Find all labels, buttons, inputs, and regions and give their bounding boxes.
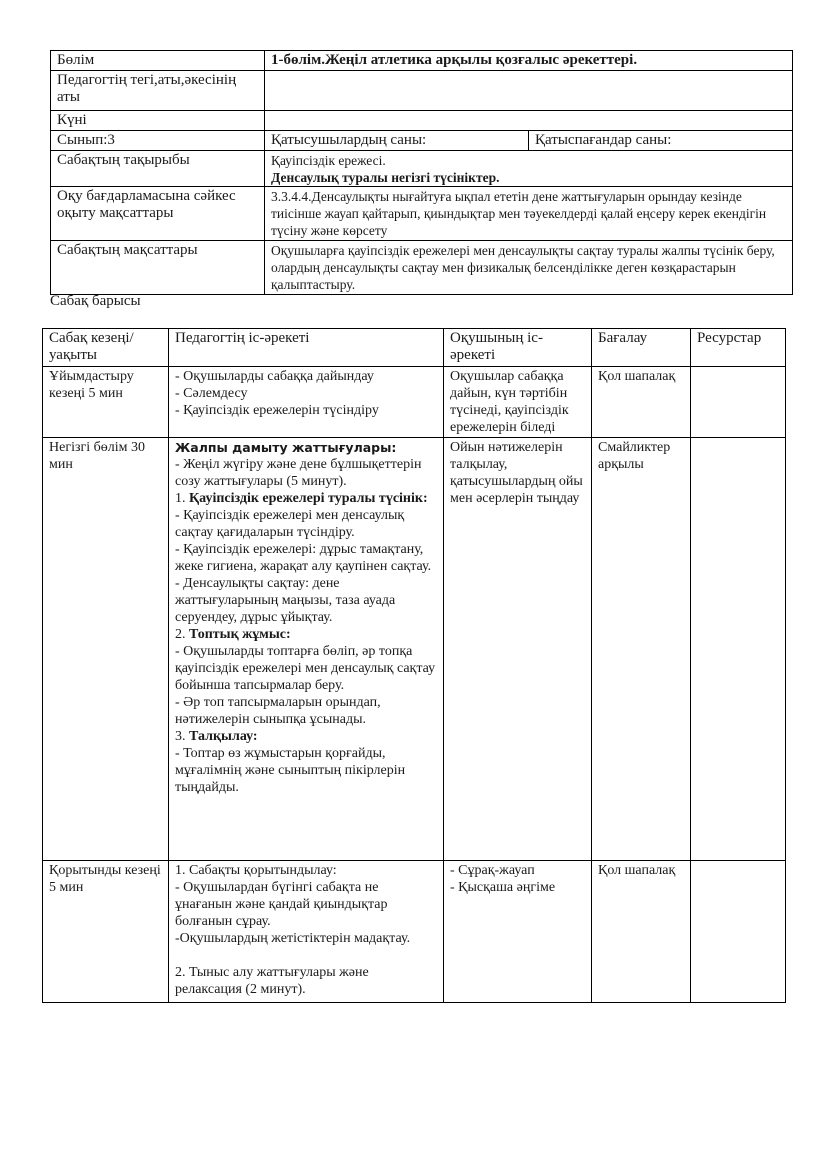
header-stage: Сабақ кезеңі/уақыты <box>43 329 169 367</box>
info-row-topic <box>51 151 793 187</box>
row1-resources <box>691 367 786 438</box>
info-row-teacher <box>51 71 793 111</box>
part1-line: - Денсаулықты сақтау: дене жаттығуларының маңызы, таза ауада серуендеу, дұрыс ұйықтау. <box>175 576 396 625</box>
info-row-section <box>51 51 793 71</box>
header-teacher: Педагогтің іс-әрекеті <box>169 329 444 367</box>
row2-resources <box>691 438 786 861</box>
row3-assessment: Қол шапалақ <box>592 861 691 1003</box>
row3-teacher-line: 1. Сабақты қорытындылау: <box>175 863 337 878</box>
teacher-label: Педагогтің тегі,аты,әкесінің аты <box>51 71 265 111</box>
plan-row-organization <box>43 367 786 438</box>
part1-heading <box>175 490 437 507</box>
lesson-plan-table <box>42 328 786 1003</box>
program-value: 3.3.4.4.Денсаулықты нығайтуға ықпал ететін дене жаттығуларын орындау кезінде тиісінше жауап қайтарып, қиындықтар мен тәуекелдерді қалай еңсеру керек екендігін түсіну және көрсету <box>265 187 793 241</box>
header-student: Оқушының іс-әрекеті <box>444 329 592 367</box>
row1-assessment: Қол шапалақ <box>592 367 691 438</box>
row2-assessment: Смайликтер арқылы <box>592 438 691 861</box>
row3-teacher-line: - Оқушылардан бүгінгі сабақта не ұнағанын және қандай қиындықтар болғанын сұрау. <box>175 880 388 929</box>
program-label: Оқу бағдарламасына сәйкес оқыту мақсаттары <box>51 187 265 241</box>
row3-teacher-line: 2. Тыныс алу жаттығулары және релаксация (2 минут). <box>175 965 369 997</box>
row1-stage: Ұйымдастыру кезеңі 5 мин <box>43 367 169 438</box>
part3-num: 3. <box>175 729 186 744</box>
topic-line-2: Денсаулық туралы негізгі түсініктер. <box>271 170 500 185</box>
row1-student: Оқушылар сабаққа дайын, күн тәртібін түсінеді, қауіпсіздік ережелерін біледі <box>444 367 592 438</box>
class-label: Сынып:3 <box>51 131 265 151</box>
part2-heading <box>175 626 437 643</box>
attendees-label: Қатысушылардың саны: <box>265 131 529 151</box>
warmup-title: Жалпы дамыту жаттығулары: <box>175 440 397 455</box>
row3-student-line: - Сұрақ-жауап <box>450 863 535 878</box>
part3-heading <box>175 728 437 745</box>
info-row-date <box>51 111 793 131</box>
header-resources: Ресурстар <box>691 329 786 367</box>
row3-stage <box>43 861 169 1003</box>
plan-row-conclusion <box>43 861 786 1003</box>
info-row-class <box>51 131 793 151</box>
part1-num: 1. <box>175 491 186 506</box>
part2-title: Топтық жұмыс: <box>189 627 291 642</box>
part2-num: 2. <box>175 627 186 642</box>
lesson-info-table <box>50 50 793 295</box>
row2-student: Ойын нәтижелерін талқылау, қатысушылардың ойы мен әсерлерін тыңдау <box>444 438 592 861</box>
row3-resources <box>691 861 786 1003</box>
date-label: Күні <box>51 111 265 131</box>
row2-stage: Негізгі бөлім 30 мин <box>43 438 169 861</box>
section-value: 1-бөлім.Жеңіл атлетика арқылы қозғалыс әрекеттері. <box>265 51 793 71</box>
info-row-goals <box>51 241 793 295</box>
row1-teacher <box>169 367 444 438</box>
section-label: Бөлім <box>51 51 265 71</box>
info-row-program <box>51 187 793 241</box>
row3-teacher-line: -Оқушылардың жетістіктерін мадақтау. <box>175 931 411 946</box>
row3-student-line: - Қысқаша әңгіме <box>450 880 556 895</box>
plan-header-row <box>43 329 786 367</box>
topic-label: Сабақтың тақырыбы <box>51 151 265 187</box>
row2-teacher <box>169 438 444 861</box>
teacher-value <box>265 71 793 111</box>
part3-line: - Топтар өз жұмыстарын қорғайды, мұғалімнің және сыныптың пікірлерін тыңдайды. <box>175 746 406 795</box>
plan-row-main <box>43 438 786 861</box>
part1-line: - Қауіпсіздік ережелері: дұрыс тамақтану, жеке гигиена, жарақат алу қаупінен сақтау. <box>175 542 432 574</box>
topic-value <box>265 151 793 187</box>
goals-label: Сабақтың мақсаттары <box>51 241 265 295</box>
row1-teacher-line: - Оқушыларды сабаққа дайындау <box>175 369 374 384</box>
absentees-label: Қатыспағандар саны: <box>529 131 793 151</box>
part1-title: Қауіпсіздік ережелері туралы түсінік: <box>189 491 428 506</box>
goals-value: Оқушыларға қауіпсіздік ережелері мен денсаулықты сақтау туралы жалпы түсінік беру, олардың денсаулықты сақтау мен физикалық белсенділікке деген көзқарастарын қалыптастыру. <box>265 241 793 295</box>
lesson-flow-caption: Сабақ барысы <box>50 293 141 309</box>
part2-line: - Әр топ тапсырмаларын орындап, нәтижелерін сыныпқа ұсынады. <box>175 695 381 727</box>
date-value <box>265 111 793 131</box>
warmup-text: - Жеңіл жүгіру және дене бұлшықеттерін созу жаттығулары (5 минут). <box>175 457 422 489</box>
row3-teacher <box>169 861 444 1003</box>
topic-line-1: Қауіпсіздік ережесі. <box>271 153 386 168</box>
part3-title: Талқылау: <box>189 729 258 744</box>
row1-teacher-line: - Сәлемдесу <box>175 386 248 401</box>
part2-line: - Оқушыларды топтарға бөліп, әр топқа қауіпсіздік ережелері мен денсаулық сақтау бойынша тапсырмалар беру. <box>175 644 436 693</box>
row3-student <box>444 861 592 1003</box>
row3-stage-line-2: 5 мин <box>49 880 84 895</box>
header-assessment: Бағалау <box>592 329 691 367</box>
row1-teacher-line: - Қауіпсіздік ережелерін түсіндіру <box>175 403 379 418</box>
part1-line: - Қауіпсіздік ережелері мен денсаулық сақтау қағидаларын түсіндіру. <box>175 508 405 540</box>
row3-spacer <box>175 947 437 964</box>
row3-stage-line-1: Қорытынды кезеңі <box>49 863 161 878</box>
